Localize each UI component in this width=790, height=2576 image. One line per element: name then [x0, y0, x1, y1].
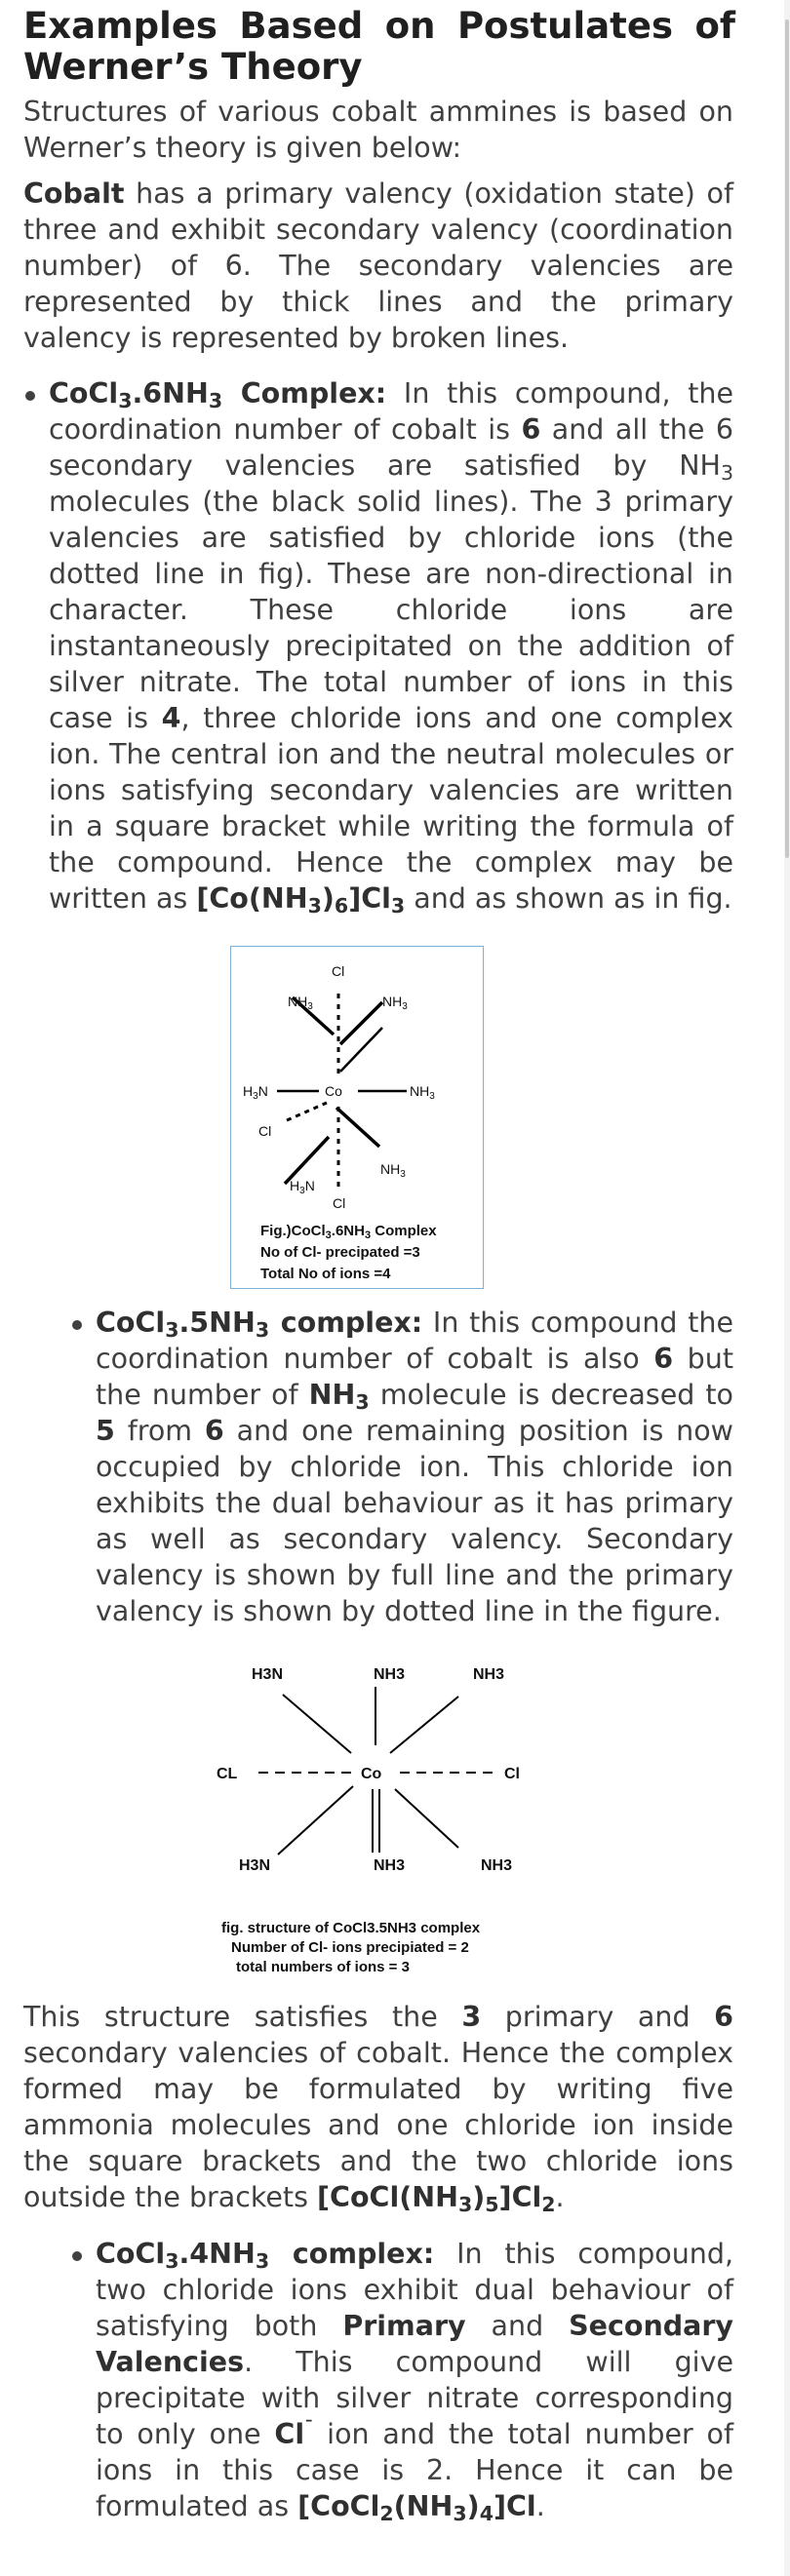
- svg-text:NH3: $NH_3$: [382, 994, 408, 1012]
- title-line-1: Examples Based on Postulates of: [23, 5, 735, 47]
- section-title: [23, 6, 735, 88]
- formula-cocl-nh3-5-cl2: $[CoCl(NH_3)_5]Cl_2$: [317, 2181, 556, 2217]
- cobalt-paragraph: [23, 176, 733, 356]
- fig1-caption-1: $Fig.)CoCl_3.6NH_3$ Complex: [260, 1223, 437, 1241]
- svg-text:NH3: $NH_3$: [410, 1083, 435, 1102]
- cobalt-word: Cobalt: [23, 177, 125, 210]
- bullet-cocl3-4nh3: $CoCl_3.4NH_3$ complex: In this compound, two chloride ions exhibit dual behaviour of satisfying both Primary and Secondary Valencies. This compound will give precipitate with silver nitrate corresponding to only one Cl¯ ion and the total number of ions in this case is 2. Hence it can be formulated as $[CoCl_2(NH_3)_4]Cl$.: [96, 2238, 733, 2526]
- fig2-nh3-bottom-right: NH3: [481, 1857, 513, 1874]
- scrollbar-thumb[interactable]: [785, 20, 789, 858]
- fig2-caption-3: total numbers of ions = 3: [236, 1959, 410, 1975]
- bullet-heading: $CoCl_3.5NH_3$ complex:: [96, 1307, 423, 1343]
- figure-cocl3-6nh3: [230, 946, 484, 1289]
- bullet-dot: [72, 1320, 82, 1330]
- fig1-co: Co: [325, 1083, 342, 1099]
- nh3-text: $NH_3$: [308, 1379, 370, 1415]
- svg-text:NH3: $NH_3$: [288, 994, 313, 1012]
- chloride-ion: Cl¯: [274, 2417, 314, 2450]
- cobalt-text: has a primary valency (oxidation state) of three and exhibit secondary valency (coordination number) of 6. The secondary valencies are represented by thick lines and the primary valency is represented by broken lines.: [23, 177, 733, 354]
- intro-paragraph: Structures of various cobalt ammines is based on Werner’s theory is given below:: [23, 96, 733, 164]
- fig1-cl-bottom: Cl: [333, 1195, 346, 1211]
- formula-co-nh3-6-cl3: $[Co(NH_3)_6]Cl_3$: [196, 882, 406, 918]
- figure-cocl3-6nh3-diagram: [231, 947, 483, 1288]
- bullet-dot: [25, 391, 35, 401]
- fig1-caption-3: Total No of ions =4: [260, 1266, 391, 1282]
- formula-cocl2-nh3-4-cl: $[CoCl_2(NH_3)_4]Cl$: [297, 2490, 536, 2526]
- figure-cocl3-5nh3-diagram: [205, 1648, 566, 1979]
- figure-cocl3-5nh3: [205, 1648, 566, 1979]
- bullet-dot: [72, 2251, 82, 2261]
- scrollbar-track[interactable]: [784, 0, 790, 2576]
- bullet-heading: $CoCl_3.4NH_3$ complex:: [96, 2238, 435, 2274]
- fig1-cl-left: Cl: [258, 1123, 272, 1139]
- bullet-cocl3-6nh3: $CoCl_3.6NH_3$ Complex: In this compound, the coordination number of cobalt is 6 and all the 6 secondary valencies are satisfied by $NH_3$ molecules (the black solid lines). The 3 primary valencies are satisfied by chloride ions (the dotted line in fig). These are non-directional in character. These chloride ions are instantaneously precipitated on the addition of silver nitrate. The total number of ions in this case is 4, three chloride ions and one complex ion. The central ion and the neutral molecules or ions satisfying secondary valencies are written in a square bracket while writing the formula of the compound. Hence the complex may be written as $[Co(NH_3)_6]Cl_3$ and as shown as in fig.: [49, 377, 733, 918]
- fig1-cl-top: Cl: [332, 963, 345, 979]
- fig2-cl-left: CL: [217, 1766, 238, 1782]
- svg-text:NH3: $NH_3$: [380, 1161, 406, 1180]
- fig2-nh3-bottom: NH3: [374, 1857, 406, 1874]
- fig2-cl-right: Cl: [504, 1766, 520, 1782]
- fig2-caption-1: fig. structure of CoCl3.5NH3 complex: [221, 1920, 481, 1936]
- fig2-caption-2: Number of Cl- ions precipiated = 2: [231, 1939, 469, 1956]
- bullet-cocl3-5nh3: $CoCl_3.5NH_3$ complex: In this compound the coordination number of cobalt is also 6 but the number of $NH_3$ molecule is decreased to 5 from 6 and one remaining position is now occupied by chloride ion. This chloride ion exhibits the dual behaviour as it has primary as well as secondary valency. Secondary valency is shown by full line and the primary valency is shown by dotted line in the figure.: [96, 1307, 733, 1627]
- svg-text:H3N: $H_3N$: [290, 1178, 315, 1196]
- structure-paragraph: This structure satisfies the 3 primary and 6 secondary valencies of cobalt. Hence the complex formed may be formulated by writing five ammonia molecules and one chloride ion inside the square brackets and the two chloride ions outside the brackets $[CoCl(NH_3)_5]Cl_2$.: [23, 2001, 733, 2217]
- fig2-h3n-bottom-left: H3N: [239, 1857, 271, 1874]
- fig2-co: Co: [361, 1766, 382, 1782]
- fig1-caption-2: No of Cl- precipated =3: [260, 1244, 420, 1261]
- svg-text:H3N: $H_3N$: [243, 1083, 268, 1102]
- fig2-h3n-top-left: H3N: [252, 1666, 284, 1683]
- title-line-2: Werner’s Theory: [23, 46, 363, 88]
- bullet-heading: $CoCl_3.6NH_3$ Complex:: [49, 377, 387, 413]
- fig2-nh3-top-right: NH3: [473, 1666, 505, 1683]
- fig2-nh3-top: NH3: [374, 1666, 406, 1683]
